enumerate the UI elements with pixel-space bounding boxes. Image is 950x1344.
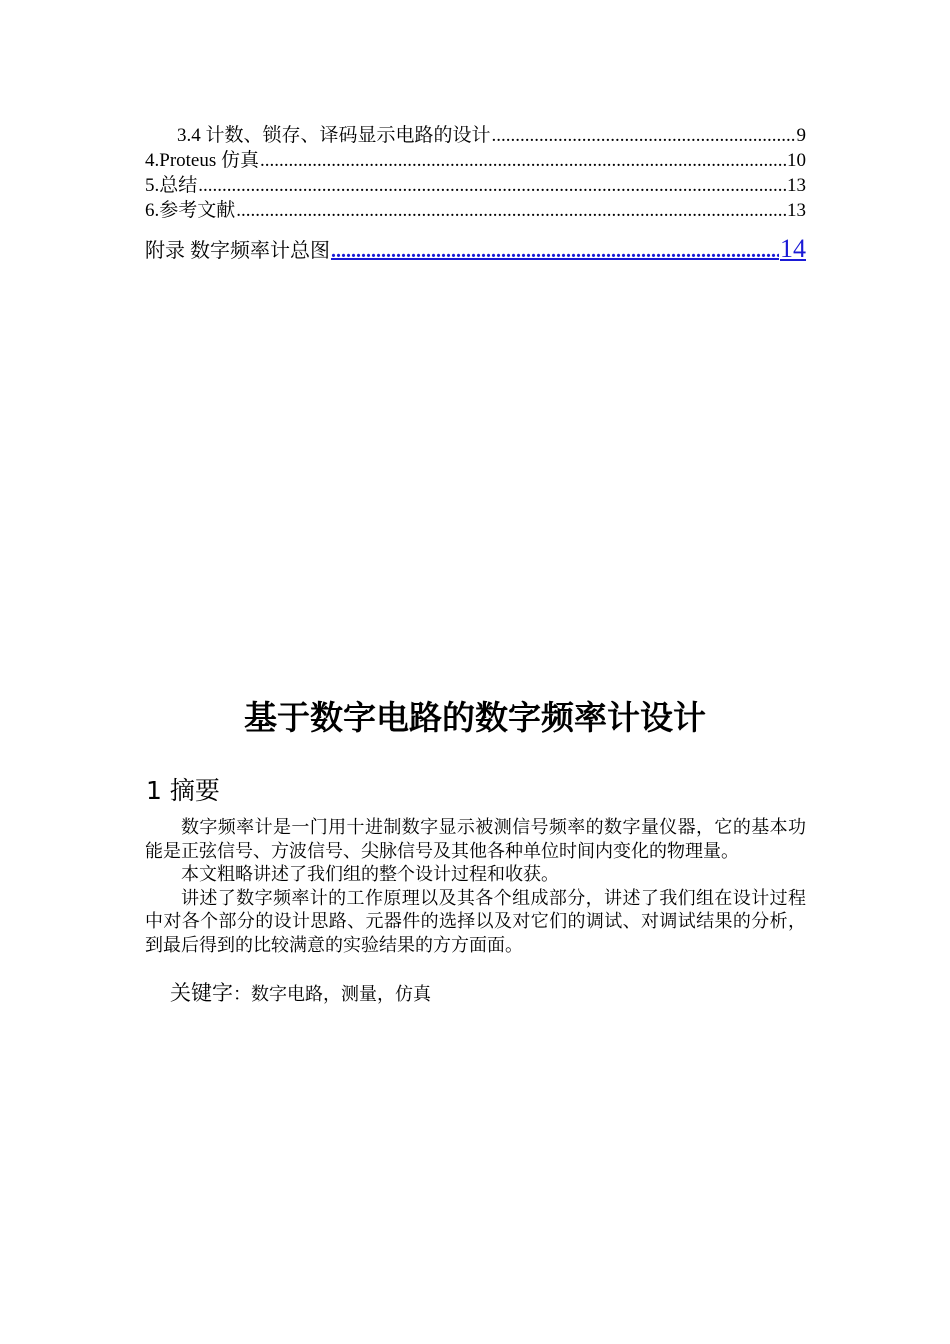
abstract-paragraph: 本文粗略讲述了我们组的整个设计过程和收获。 [181,864,559,884]
toc-entry-page: 10 [787,150,806,171]
toc-entry-page: 13 [787,175,806,196]
toc-entry-label: 附录 数字频率计总图 [145,240,330,262]
abstract-body [145,816,806,957]
toc-leader-dots [236,199,786,223]
toc-entry-3-4[interactable] [145,124,806,148]
toc-entry-label: 5.总结 [145,175,198,196]
keywords-label: 关键字 [170,981,233,1005]
toc-entry-page-link[interactable]: 14 [780,234,806,263]
document-title: 基于数字电路的数字频率计设计 [244,698,706,737]
toc-entry-page: 9 [796,125,806,146]
toc-entry-appendix-link[interactable] [145,234,806,264]
toc-entry-4[interactable] [145,149,806,173]
toc-entry-5[interactable] [145,174,806,198]
toc-leader-dots [198,174,786,198]
abstract-paragraph: 数字频率计是一门用十进制数字显示被测信号频率的数字量仪器，它的基本功能是正弦信号、方波信号、尖脉信号及其他各种单位时间内变化的物理量。 [145,817,806,861]
toc-leader-dots[interactable] [331,236,779,266]
toc-leader-dots [492,124,796,148]
keywords-colon: ： [233,984,251,1004]
toc-entry-label: 4.Proteus 仿真 [145,150,260,171]
keywords-value: 数字电路，测量，仿真 [251,984,431,1004]
section-heading-abstract: 1 摘要 [146,776,220,805]
toc-entry-page: 13 [787,200,806,221]
toc-entry-label: 3.4 计数、锁存、译码显示电路的设计 [177,125,491,146]
abstract-paragraph: 讲述了数字频率计的工作原理以及其各个组成部分，讲述了我们组在设计过程中对各个部分的设计思路、元器件的选择以及对它们的调试、对调试结果的分析，到最后得到的比较满意的实验结果的方方面面。 [145,887,806,955]
keywords-line [170,978,431,1009]
toc-entry-label: 6.参考文献 [145,200,236,221]
toc-leader-dots [260,149,786,173]
toc-entry-6[interactable] [145,199,806,223]
